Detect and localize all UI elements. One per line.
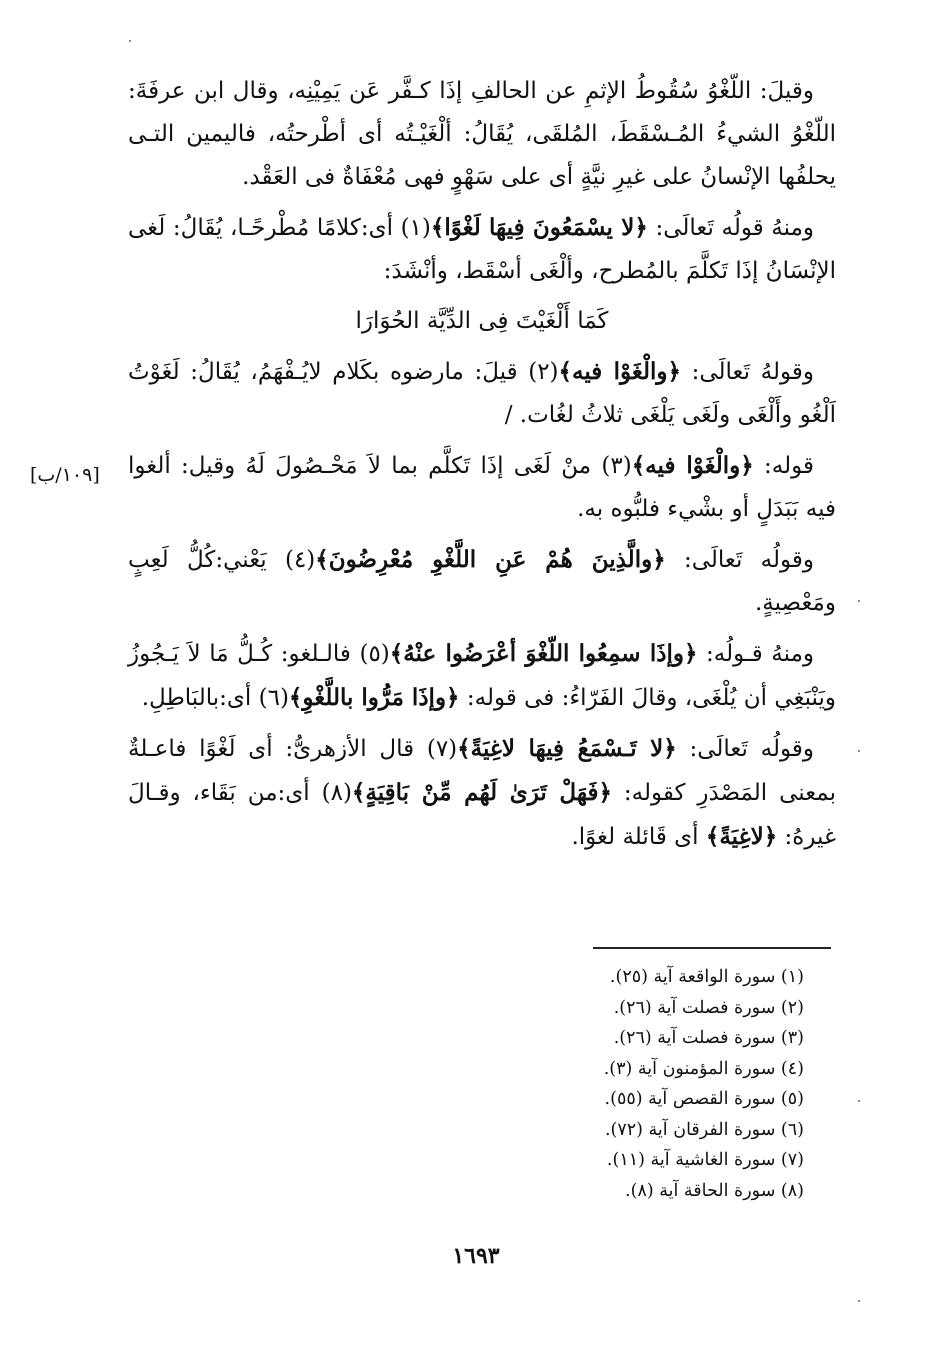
paragraph-7: وقولُه تَعالَى: ﴿لا تَـسْمَعُ فِيهَا لاغِيَةً﴾(٧) قال الأزهرىُّ: أى لَغْوًا فاعـلةٌ بمعنى المَصْدَرِ كقوله: ﴿فَهَلْ تَرَىٰ لَهُم مِّنْ بَاقِيَةٍ﴾(٨) أى:من بَقَاء، وقـالَ غيرهُ: ﴿لاغِيَةً﴾ أى قَائلة لغوًا. xyxy=(128,735,837,850)
footnote-item: (٥) سورة القصص آية (٥٥). xyxy=(604,1089,804,1109)
quran-quote: ﴿لا تَـسْمَعُ فِيهَا لاغِيَةً﴾ xyxy=(457,735,677,762)
scan-speck xyxy=(858,600,860,602)
footnote-item: (٦) سورة الفرقان آية (٧٢). xyxy=(604,1119,804,1140)
folio-margin-note: [١٠٩/ب] xyxy=(30,464,100,486)
scan-speck xyxy=(858,1300,860,1302)
paragraph-4: قوله: ﴿والْغَوْا فيه﴾(٣) منْ لَغَى إذَا تَكلَّم بما لاَ مَحْـصُولَ لَهُ وقيل: ألغوا فيه بَبَدَلٍ أو بشْيء فلبُّوه به. xyxy=(128,452,836,522)
footnote-item: (٣) سورة فصلت آية (٢٦). xyxy=(613,1028,804,1048)
quran-quote: ﴿لا يسْمَعُونَ فِيهَا لَغْوًا﴾ xyxy=(430,214,648,241)
paragraph-5: وقولُه تَعالَى: ﴿والَّذِينَ هُمْ عَنِ اللَّغْوِ مُعْرِضُونَ﴾(٤) يَعْني:كُلُّ لَعِبٍ ومَعْصِيةٍ. xyxy=(128,546,836,616)
footnote-item: (٤) سورة المؤمنون آية (٣). xyxy=(603,1058,804,1079)
quran-quote: ﴿لاغِيَةً﴾ xyxy=(705,823,778,850)
footnotes xyxy=(604,962,804,1206)
quran-quote: ﴿وإذَا سمِعُوا اللّغْوَ أعْرَضُوا عنْهُ﴾ xyxy=(389,640,698,667)
quran-quote: ﴿والَّذِينَ هُمْ عَنِ اللَّغْوِ مُعْرِضُونَ﴾ xyxy=(315,546,666,573)
footnote-item: (٧) سورة الغاشية آية (١١). xyxy=(606,1150,804,1170)
footnote-divider xyxy=(593,947,831,949)
footnote-item: (١) سورة الواقعة آية (٢٥). xyxy=(609,967,804,987)
poetry-verse: كَمَا أَلْغَيْتَ فِى الدِّيَّة الحُوَارَا xyxy=(355,308,609,334)
scan-speck xyxy=(129,40,131,42)
paragraph-2: ومنهُ قولُه تَعالَى: ﴿لا يسْمَعُونَ فِيهَا لَغْوًا﴾(١) أى:كلامًا مُطْرحًـا، يُقَالُ: لَغى الإنْسَانُ إذَا تَكلَّمَ بالمُطرح، وألْغَى أسْقَط، وأنْشَدَ: xyxy=(128,214,836,284)
paragraph-1: وقيلَ: اللّغْوُ سُقُوطُ الإثمِ عن الحالفِ إذَا كـفَّر عَن يَمِيْنِه، وقال ابن عرفَةَ: اللّغْوُ الشيءُ المُـسْقَطَ، المُلقَى، يُقَالُ: ألْغَيْـتُه أى أطْرحتُه، فاليمين التـى يحلفُها الإنْسانُ على غيرِ نيَّةٍ أى على سَهْوٍ فهى مُعْفَاةٌ فى العَقْد. xyxy=(128,78,836,190)
page-number: ١٦٩٣ xyxy=(452,1243,500,1269)
paragraph-3: وقولهُ تَعالَى: ﴿والْغَوْا فيه﴾(٢) قيلَ: مارضوه بكَلام لايُـفْهَمُ، يُقَالُ: لَغَوْتُ اَلْغُو وأَلْغَى ولَغَى يَلْغَى ثلاثُ لغُات. / xyxy=(128,358,836,428)
scan-speck xyxy=(858,1100,860,1102)
main-text xyxy=(128,70,836,866)
paragraph-6: ومنهُ قـولُه: ﴿وإذَا سمِعُوا اللّغْوَ أعْرَضُوا عنْهُ﴾(٥) فالـلغو: كُـلُّ مَا لاَ يَـجُوزُ ويَنْبَغِي أن يُلْغَى، وقالَ الفَرّاءُ: فى قوله: ﴿وإذَا مَرُّوا باللَّغْوِ﴾(٦) أى:بالبَاطِلِ. xyxy=(128,640,836,711)
footnote-item: (٨) سورة الحاقة آية (٨). xyxy=(625,1180,804,1201)
quran-quote: ﴿فَهَلْ تَرَىٰ لَهُم مِّنْ بَاقِيَةٍ﴾ xyxy=(351,779,612,806)
quran-quote: ﴿والْغَوْا فيه﴾ xyxy=(631,452,754,479)
footnote-item: (٢) سورة فصلت آية (٢٦). xyxy=(613,997,804,1018)
quran-quote: ﴿وإذَا مَرُّوا باللَّغْوِ﴾ xyxy=(288,684,460,711)
quran-quote: ﴿والْغَوْا فيه﴾ xyxy=(558,358,681,385)
scan-speck xyxy=(858,750,860,752)
